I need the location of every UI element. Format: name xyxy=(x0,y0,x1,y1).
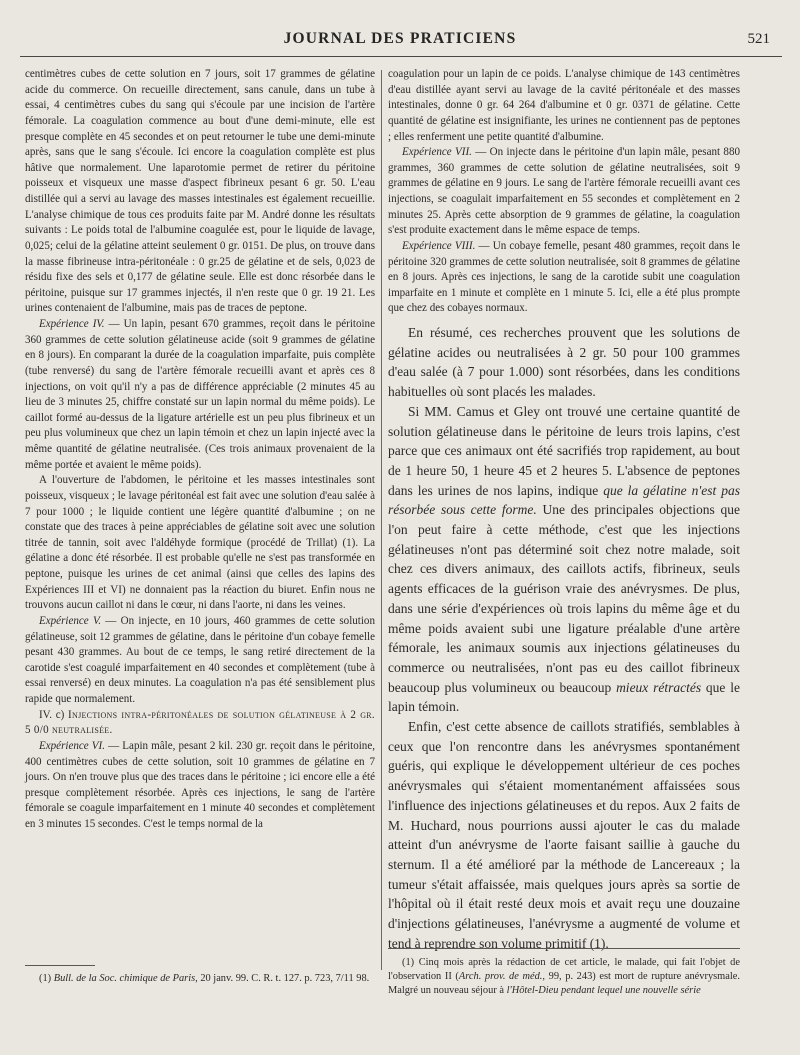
right-small-text xyxy=(388,67,740,317)
experience-text: — On injecte, en 10 jours, 460 grammes de cette solution gélatineuse, soit 12 grammes de gélatine, dans le péritoine d'un cobaye femelle pesant 430 grammes. Au bout de ce temps, le sang retiré directement de la carotide s'est coagulé imparfaitement en 40 secondes et complètement (tube à essai renversé) en deux minutes. La coagulation n'a pas été sensiblement plus rapide que normalement. xyxy=(25,614,375,705)
footnote-right xyxy=(388,956,740,998)
footnote-left xyxy=(25,972,375,986)
section-number: IV. c) xyxy=(39,708,69,721)
text-run: Une des principales objections que l'on peut faire à cette méthode, c'est que les injections gélatineuses n'ont pas déterminé soit chez notre malade, soit chez ces divers animaux, des caillots actifs, fibrineux, seuls agents efficaces de la guérison vraie des anévrysmes. De plus, dans une série d'expériences où trois lapins du même âge et du même poids avaient subi une ligature préalable d'une artère fémorale, les animaux soumis aux injections gélatineuses du commerce ou neutralisées, n'ont pas eu des caillot fibrineux beaucoup plus volumineux ou beaucoup xyxy=(388,502,740,695)
text-run: 99, p. 243) est mort de rupture anévrysmale. Malgré un nouveau séjour à xyxy=(388,971,740,996)
text-run: (1) Cinq mois après la rédaction de cet article, le malade, qui fait l'objet de l'observation II ( xyxy=(388,957,740,982)
left-column xyxy=(25,67,375,833)
paragraph-abdomen: A l'ouverture de l'abdomen, le péritoine et les masses intestinales sont poisseux, visqueux ; le lavage péritonéal est fait avec une solution d'eau salée à 7 pour 1000 ; le liquide contient une légère quantité d'albumine ; on ne constate que des traces à peine appréciables de gélatine soit avec une solution titrée de tannin, soit avec l'aldéhyde formique (procédé de Trillat) (1). La gélatine a donc été résorbée. Il est probable qu'elle ne s'est pas transformée en peptone, puisque les urines de cet animal (ainsi que celles des lapins des Expériences III et VI) ne donnaient pas la réaction du biuret. Enfin nous ne trouvons aucun caillot ni dans le cœur, ni dans l'aorte, ni dans les veines. xyxy=(25,474,375,612)
paragraph-experience-5 xyxy=(25,614,375,708)
text-run: Si MM. Camus et Gley ont trouvé une certaine quantité de solution gélatineuse dans le péritoine de leurs trois lapins, c'est parce que ces animaux ont été sacrifiés trop rapidement, au bout de 1 heure 50, 1 heure 45 et 2 heures 5. L'absence de peptones dans les urines de nos lapins, indique xyxy=(388,403,740,498)
experience-text: — On injecte dans le péritoine d'un lapin mâle, pesant 880 grammes, 360 grammes de cette solution de gélatine neutralisées, soit 9 grammes de gélatine en 9 jours. Le sang de l'artère fémorale recueilli avant ces injections, se coagulait imparfaitement en 55 secondes et complètement en 2 minutes 25. Après cette absorption de 9 grammes de gélatine, la coagulation s'est produite exactement dans le même espace de temps. xyxy=(388,146,740,237)
footnote-text xyxy=(25,972,375,986)
experience-label: Expérience VI. xyxy=(39,739,105,752)
text-run-italic: que la gélatine n'est pas résorbée sous cette forme. xyxy=(388,482,740,518)
section-heading xyxy=(25,708,375,739)
experience-label: Expérience VII. xyxy=(402,146,472,159)
paragraph-summary: En résumé, ces recherches prouvent que les solutions de gélatine acides ou neutralisées à 2 gr. 50 pour 100 grammes d'eau salée (à 7 pour 1.000) sont résorbées, dans les conditions habituelles où sont placés les malades. xyxy=(388,325,740,400)
experience-label: Expérience V. xyxy=(39,614,102,627)
page-header xyxy=(0,30,800,52)
paragraph-experience-6 xyxy=(25,739,375,833)
journal-title: JOURNAL DES PRATICIENS xyxy=(283,30,517,47)
paragraph-experience-8 xyxy=(388,239,740,317)
section-title: Injections intra-péritonéales de solution gélatineuse à 2 gr. 5 0/0 neutralisée. xyxy=(25,708,375,737)
paragraph-continued: centimètres cubes de cette solution en 7 jours, soit 17 grammes de gélatine acide du commerce. On recueille directement, sans canule, dans un tube à essai, 4 centimètres cubes du sang qui s'écoule par une incision de l'artère fémorale. La coagulation commence au bout d'une demi-minute, elle est presque complète en 45 secondes et on peut retourner le tube une demi-minute après, sans que le sang s'écoule. Ici encore la coagulation complète est plus hâtive que normalement. Une laparotomie permet de retirer du péritoine poisseux et visqueux une masse d'aspect fibrineux pesant 6 gr. 50. L'eau distillée qui a servi au lavage des masses intestinales est également recueillie. L'analyse chimique de tous ces produits faite par M. André donne les résultats suivants : Le poids total de l'albumine coagulée est, pour le liquide de lavage, 0,025; celui de la gélatine atteint seulement 0 gr. 0151. De plus, on trouve dans la masse fibrineuse intra-péritonéale : 0 gr.25 de gélatine et de sels, 0,023 de résidu fixe des sels et 0,177 de gélatine seule. Elle est donc résorbée dans le péritoine, puisque sur 17 grammes injectés, il n'en reste que 0 gr. 19 21. Les urines contenaient de l'albumine, mais pas de traces de peptone. xyxy=(25,68,375,315)
experience-text: — Lapin mâle, pesant 2 kil. 230 gr. reçoit dans le péritoine, 400 centimètres cubes de cette solution, soit 10 grammes de gélatine en 7 jours. On n'en trouve plus que des traces dans le péritoine ; ici encore elle a été presque complètement résorbée. Après ces injections, le sang de l'artère fémorale se coagule imparfaitement en 1 minute 40 secondes et complètement en 3 minutes 15 secondes. C'est le temps normal de la xyxy=(25,739,375,830)
right-large-text xyxy=(388,323,740,954)
paragraph-experience-7 xyxy=(388,145,740,239)
paragraph-camus-gley xyxy=(388,402,740,717)
experience-text: — Un cobaye femelle, pesant 480 grammes, reçoit dans le péritoine 320 grammes de cette solution neutralisée, soit 8 grammes de gélatine en 8 jours. Après ces injections, le sang de la carotide subit une coagulation imparfaite en 1 minute et complète en 1 minute 5. Ici, elle a été plus prompte que chez des cobayes normaux. xyxy=(388,239,740,315)
text-run-italic: l'Hôtel-Dieu pendant lequel une nouvelle série xyxy=(506,985,701,996)
paragraph-continued: coagulation pour un lapin de ce poids. L'analyse chimique de 143 centimètres d'eau distillée ayant servi au lavage de la cavité péritonéale et des masses intestinales, donne 0 gr. 64 264 d'albumine et 0 gr. 0371 de gélatine. Cette quantité de gélatine est insignifiante, les urines ne contiennent pas de peptones ; elles renferment une petite quantité d'albumine. xyxy=(388,68,740,143)
text-run-italic: Bull. de la Soc. chimique de Paris, xyxy=(53,973,198,984)
footnote-rule xyxy=(388,948,740,949)
text-run-italic: Arch. prov. de méd., xyxy=(458,971,545,982)
text-run: que le lapin témoin. xyxy=(388,679,740,715)
text-run: (1) xyxy=(39,973,54,984)
header-rule xyxy=(20,56,782,57)
footnote-rule xyxy=(25,965,95,966)
experience-label: Expérience IV. xyxy=(39,318,105,330)
column-divider xyxy=(381,70,382,970)
paragraph-conclusion: Enfin, c'est cette absence de caillots stratifiés, semblables à ceux que l'on rencontre dans les anévrysmes spontanément guéris, qui explique le développement ultérieur de ces poches anévrysmales qui s'étaient momentanément affaissées sous l'influence des injections gélatineuses et du repos. Aux 2 faits de M. Huchard, nous pourrions aussi ajouter le cas du malade atteint d'un anévrysme de l'aorte faisant saillie à gauche du sternum. Il a été amélioré par la méthode de Lancereaux ; la tumeur s'était affaissée, mais quelques jours après sa sortie de l'hôpital où il était resté deux mois et avait reçu une douzaine d'injections gélatineuses, l'anévrysme a augmenté de volume et tend à reprendre son volume primitif (1). xyxy=(388,719,740,951)
text-run: 20 janv. 99. C. R. t. 127. p. 723, 7/11 98. xyxy=(197,973,370,984)
footnote-text xyxy=(388,956,740,998)
experience-label: Expérience VIII. xyxy=(402,239,476,252)
paragraph-experience-4 xyxy=(25,317,375,473)
experience-text: — Un lapin, pesant 670 grammes, reçoit dans le péritoine 360 grammes de cette solution gélatineuse acide (soit 9 grammes de gélatine en 8 jours). En comparant la durée de la coagulation imparfaite, puis complète (tube renversé) du sang de l'artère fémorale recueilli avant et après ces 8 injections, on voit qu'il n'y a pas de différence appréciable (2 minutes 45 au lieu de 3 minutes 25, chiffre constaté sur un lapin normal du même poids). Le caillot formé au-dessus de la ligature artérielle est un peu plus fibrineux et un peu plus volumineux que chez un lapin témoin et chez un lapin injecté avec la même quantité de gélatine neutralisée. (Ces trois animaux provenaient de la même portée et avaient le même poids). xyxy=(25,318,375,471)
text-run-italic: mieux rétractés xyxy=(616,679,702,695)
right-column xyxy=(388,67,740,954)
page-number: 521 xyxy=(747,31,770,47)
